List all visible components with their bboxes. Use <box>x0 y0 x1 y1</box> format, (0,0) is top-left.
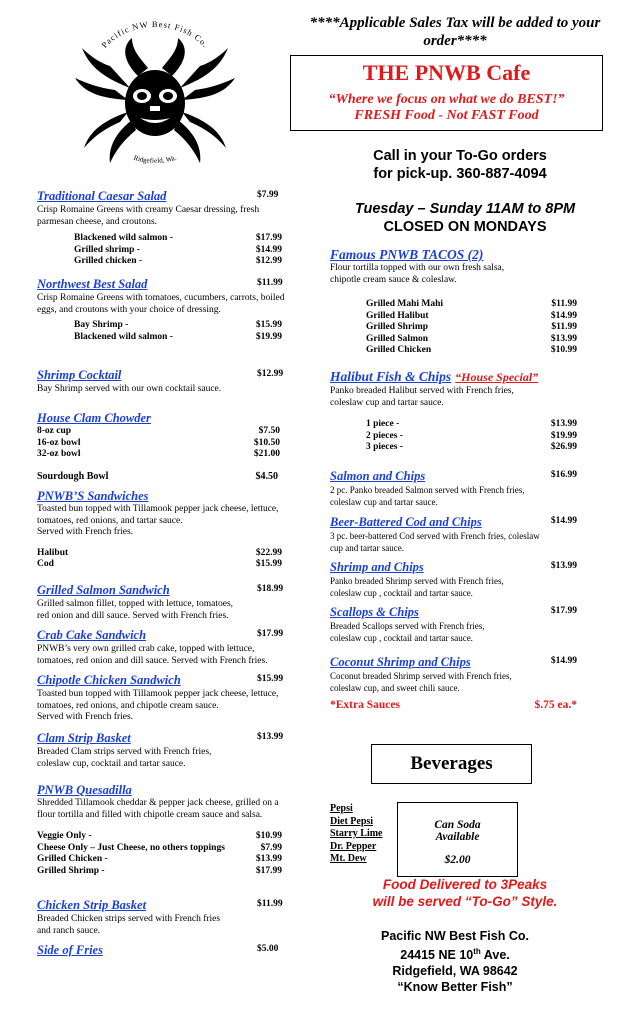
item-title: Chipotle Chicken Sandwich <box>37 673 181 687</box>
item-label: Cod <box>37 559 54 569</box>
logo-arc-text: Pacific NW Best Fish Co. <box>99 18 211 50</box>
item-desc: Toasted bun topped with Tillamook pepper jack cheese, lettuce, tomatoes, red onions, and tartar sauce. <box>37 504 279 526</box>
item-title: Famous PNWB TACOS (2) <box>330 247 484 262</box>
item-price: $5.00 <box>257 944 279 954</box>
item-title: Scallops & Chips <box>330 605 419 619</box>
menu-item-scallops-chips <box>330 603 577 644</box>
extra-sauces-price: $.75 ea.* <box>534 699 577 711</box>
svg-text:Ridgefield, Wa. <box>133 154 178 165</box>
item-desc: Shredded Tillamook cheddar & pepper jack cheese, grilled on a flour tortilla and filled with chipotle cream sauce and salsa. <box>37 798 279 820</box>
size-label: 8-oz cup <box>37 426 72 436</box>
addon-price: $19.99 <box>255 331 282 342</box>
item-label: Halibut <box>37 547 69 558</box>
item-title: Northwest Best Salad <box>37 277 148 291</box>
item-title: PNWB’S Sandwiches <box>37 489 149 503</box>
call-line-1: Call in your To-Go orders <box>373 148 547 164</box>
item-desc: Grilled salmon fillet, topped with lettuce, tomatoes, red onion and dill sauce. Served with French fries. <box>37 599 234 621</box>
item-title: Beer-Battered Cod and Chips <box>330 515 482 529</box>
item-title: Traditional Caesar Salad <box>37 189 167 203</box>
can-soda-box <box>397 802 518 877</box>
addon-label: Bay Shrimp - <box>74 320 129 330</box>
item-price: $26.99 <box>550 442 577 452</box>
item-price: $10.99 <box>550 345 577 355</box>
delivery-line-2: will be served “To-Go” Style. <box>372 894 558 909</box>
cafe-title-box <box>290 55 603 131</box>
menu-item-chicken-basket <box>37 896 287 937</box>
item-price: $22.99 <box>255 547 282 558</box>
drink-item: Dr. Pepper <box>330 840 377 852</box>
addon-label: Grilled chicken - <box>74 256 143 266</box>
item-label: Grilled Halibut <box>366 310 429 321</box>
item-desc: Bay Shrimp served with our own cocktail sauce. <box>37 384 222 394</box>
addon-price: $15.99 <box>255 320 282 330</box>
extra-sauces-label: *Extra Sauces <box>330 699 400 711</box>
svg-text:Pacific NW Best Fish Co. <box>99 19 211 50</box>
menu-item-crab-sandwich <box>37 626 289 667</box>
item-price: $7.99 <box>257 190 279 200</box>
item-title: House Clam Chowder <box>37 411 151 425</box>
delivery-line-1: Food Delivered to 3Peaks <box>382 877 548 892</box>
size-price: $21.00 <box>253 449 280 459</box>
menu-item-shrimp-chips <box>330 558 577 599</box>
item-desc: Coconut breaded Shrimp served with French fries, coleslaw cup, and sweet chili sauce. <box>330 671 512 693</box>
menu-item-chipotle-sandwich <box>37 671 287 724</box>
item-label: 3 pieces - <box>366 442 403 452</box>
call-line-2: for pick-up. 360-887-4094 <box>373 166 547 182</box>
item-price: $10.99 <box>255 831 282 841</box>
menu-item-clam-basket <box>37 729 287 770</box>
tax-note: ****Applicable Sales Tax will be added to your order**** <box>309 15 601 49</box>
menu-item-shrimp-cocktail <box>37 366 287 396</box>
drink-item: Diet Pepsi <box>330 815 374 827</box>
addon-label: Blackened wild salmon - <box>74 233 173 243</box>
street-type: Ave. <box>480 948 510 963</box>
item-price: $14.99 <box>550 516 577 526</box>
item-title: Shrimp Cocktail <box>37 368 122 382</box>
item-price: $11.99 <box>257 899 283 909</box>
cafe-name: THE PNWB Cafe <box>362 60 531 85</box>
can-soda-price: $2.00 <box>444 854 471 866</box>
item-title: Chicken Strip Basket <box>37 898 147 912</box>
footer-address <box>330 928 580 995</box>
crab-logo-icon <box>70 8 240 173</box>
item-desc: Breaded Clam strips served with French fries, coleslaw cup, cocktail and tartar sauce. <box>37 747 212 769</box>
logo <box>70 8 240 173</box>
item-title: Clam Strip Basket <box>37 731 131 745</box>
item-price: $11.99 <box>551 299 577 309</box>
drink-list <box>330 803 383 866</box>
nw-salad-addons <box>74 320 282 343</box>
menu-item-caesar <box>37 187 292 228</box>
house-special-badge: “House Special” <box>455 370 539 384</box>
halibut-options <box>366 419 577 454</box>
item-label: Veggie Only - <box>37 831 92 841</box>
item-desc: PNWB’s very own grilled crab cake, topped with lettuce, tomatoes, red onion and dill sauce. Served with French fries. <box>37 644 268 666</box>
item-price: $13.99 <box>257 732 284 742</box>
item-desc-2: Served with French fries. <box>37 712 134 722</box>
item-price: $11.99 <box>551 322 577 332</box>
menu-item-nw-salad <box>37 275 287 316</box>
can-soda-available: Available <box>435 831 480 843</box>
item-title: Coconut Shrimp and Chips <box>330 655 471 669</box>
addon-label: Grilled shrimp - <box>74 244 140 255</box>
item-price: $12.99 <box>257 369 284 379</box>
item-label: Grilled Shrimp - <box>37 865 105 876</box>
item-desc: Flour tortilla topped with our own fresh salsa, chipotle cream sauce & coleslaw. <box>330 263 505 285</box>
item-price: $13.99 <box>550 333 577 344</box>
item-price: $16.99 <box>550 470 577 480</box>
item-price: $17.99 <box>550 606 577 616</box>
addon-price: $14.99 <box>255 244 282 255</box>
footer-company: Pacific NW Best Fish Co. <box>381 929 529 943</box>
item-label: 2 pieces - <box>366 430 403 441</box>
item-price: $15.99 <box>257 674 284 684</box>
menu-item-cod-chips <box>330 513 577 554</box>
item-desc: 2 pc. Panko breaded Salmon served with French fries, coleslaw cup and tartar sauce. <box>330 485 525 507</box>
item-desc-2: Served with French fries. <box>37 527 134 537</box>
item-price: $11.99 <box>257 278 283 288</box>
menu-item-clam-chowder <box>37 411 287 482</box>
hours-line-1: Tuesday – Sunday 11AM to 8PM <box>354 201 576 217</box>
caesar-addons <box>74 233 282 268</box>
menu-item-salmon-chips <box>330 467 577 508</box>
extra-sauces <box>330 699 577 711</box>
size-price: $7.50 <box>258 426 280 436</box>
item-label: Grilled Chicken - <box>37 854 108 864</box>
tagline: “Where we focus on what we do BEST!” <box>328 92 565 107</box>
item-price: $17.99 <box>257 629 284 639</box>
item-desc: 3 pc. beer-battered Cod served with French fries, coleslaw cup and tartar sauce. <box>330 531 540 553</box>
drink-item: Starry Lime <box>330 828 383 839</box>
item-title: Halibut Fish & Chips <box>330 369 452 384</box>
item-title: Side of Fries <box>37 943 103 957</box>
sourdough-label: Sourdough Bowl <box>37 470 109 482</box>
item-price: $19.99 <box>550 430 577 441</box>
beverages-header: Beverages <box>371 744 532 784</box>
item-label: Grilled Chicken <box>366 345 432 355</box>
can-soda-label: Can Soda <box>434 819 481 831</box>
item-label: Grilled Shrimp <box>366 322 429 332</box>
item-price: $14.99 <box>550 310 577 321</box>
menu-item-salmon-sandwich <box>37 581 287 622</box>
item-desc: Breaded Scallops served with French fries, coleslaw cup , cocktail and tartar sauce. <box>330 621 485 643</box>
footer-street <box>330 944 580 963</box>
tacos-options <box>366 299 577 357</box>
logo-location-text: Ridgefield, Wa. <box>132 153 178 165</box>
item-price: $13.99 <box>255 854 282 864</box>
footer-city: Ridgefield, WA 98642 <box>392 964 518 979</box>
item-label: Cheese Only – Just Cheese, no others toppings <box>37 842 225 853</box>
item-price: $13.99 <box>550 419 577 429</box>
street-suffix: th <box>473 947 481 956</box>
item-desc: Toasted bun topped with Tillamook pepper jack cheese, lettuce, tomatoes, red onions, and chipotle cream sauce. <box>37 689 279 711</box>
item-label: 1 piece - <box>366 419 400 429</box>
item-price: $14.99 <box>550 656 577 666</box>
item-price: $7.99 <box>260 842 282 853</box>
addon-label: Blackened wild salmon - <box>74 331 173 342</box>
item-price: $17.99 <box>255 865 282 876</box>
menu-item-tacos <box>330 247 590 286</box>
size-price: $10.50 <box>253 437 280 448</box>
item-label: Grilled Salmon <box>366 333 429 344</box>
item-desc: Panko breaded Shrimp served with French fries, coleslaw cup , cocktail and tartar sauce. <box>330 576 504 598</box>
drink-item: Pepsi <box>330 803 353 814</box>
addon-price: $17.99 <box>255 233 282 243</box>
item-desc: Crisp Romaine Greens with creamy Caesar dressing, fresh parmesan cheese, and croutons. <box>37 205 260 227</box>
size-label: 16-oz bowl <box>37 437 81 448</box>
hours-line-2: CLOSED ON MONDAYS <box>383 219 547 235</box>
item-label: Grilled Mahi Mahi <box>366 299 444 309</box>
item-price: $13.99 <box>550 561 577 571</box>
item-desc: Breaded Chicken strips served with French fries and ranch sauce. <box>37 914 221 936</box>
size-label: 32-oz bowl <box>37 449 81 459</box>
item-desc: Crisp Romaine Greens with tomatoes, cucumbers, carrots, boiled eggs, and croutons with your choice of dressing. <box>37 293 285 315</box>
menu-item-coconut-shrimp <box>330 653 577 694</box>
menu-item-quesadilla <box>37 783 293 877</box>
item-title: Grilled Salmon Sandwich <box>37 583 170 597</box>
menu-item-fries <box>37 941 287 959</box>
tagline-2: FRESH Food - Not FAST Food <box>354 108 539 123</box>
drink-item: Mt. Dew <box>330 853 367 864</box>
item-title: Salmon and Chips <box>330 469 426 483</box>
menu-item-halibut <box>330 368 590 409</box>
item-title: Shrimp and Chips <box>330 560 424 574</box>
menu-item-sandwiches <box>37 489 287 571</box>
footer-slogan: “Know Better Fish” <box>397 980 513 995</box>
delivery-note <box>320 876 610 910</box>
item-desc: Panko breaded Halibut served with French fries, coleslaw cup and tartar sauce. <box>330 386 514 408</box>
item-price: $15.99 <box>255 559 282 569</box>
addon-price: $12.99 <box>255 256 282 266</box>
street-number: 24415 NE 10 <box>400 948 474 963</box>
item-title: Crab Cake Sandwich <box>37 628 147 642</box>
item-title: PNWB Quesadilla <box>37 783 132 797</box>
sourdough-price: $4.50 <box>255 470 278 482</box>
item-price: $18.99 <box>257 584 284 594</box>
